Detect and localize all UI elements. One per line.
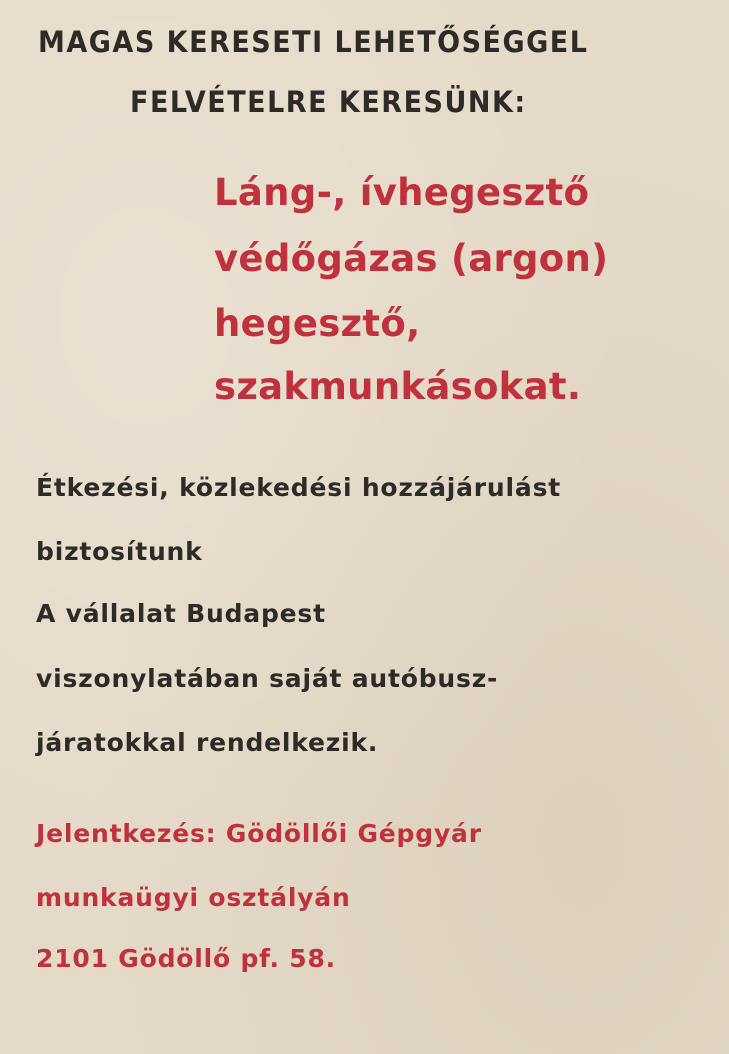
- header-line-2: FELVÉTELRE KERESÜNK:: [130, 86, 527, 120]
- benefits-line-2: biztosítunk: [36, 537, 203, 566]
- position-line-2: védőgázas (argon): [214, 237, 609, 280]
- contact-line-2: munkaügyi osztályán: [36, 883, 351, 912]
- position-line-3: hegesztő,: [214, 302, 421, 345]
- position-line-4: szakmunkásokat.: [214, 365, 582, 408]
- benefits-line-1: Étkezési, közlekedési hozzájárulást: [36, 473, 561, 502]
- benefits-line-4: viszonylatában saját autóbusz-: [36, 664, 499, 693]
- position-line-1: Láng-, ívhegesztő: [214, 171, 590, 214]
- benefits-line-5: járatokkal rendelkezik.: [36, 728, 379, 757]
- header-line-1: MAGAS KERESETI LEHETŐSÉGGEL: [38, 26, 589, 60]
- contact-line-1: Jelentkezés: Gödöllői Gépgyár: [36, 819, 482, 848]
- benefits-line-3: A vállalat Budapest: [36, 599, 326, 628]
- contact-address: 2101 Gödöllő pf. 58.: [36, 944, 336, 973]
